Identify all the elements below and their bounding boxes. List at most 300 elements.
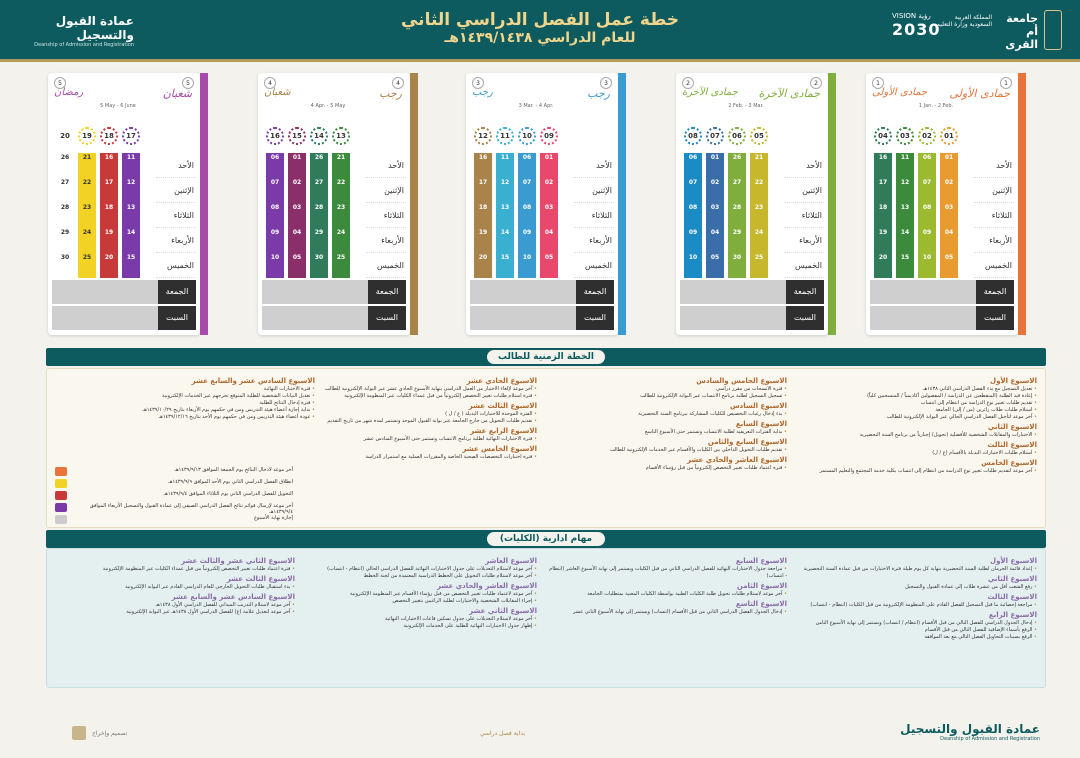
weekday-label: الخميس <box>156 253 196 278</box>
legend-note: بداية فصل دراسي <box>480 730 526 737</box>
timeline-item: • تقديم طلبات التحويل من خارج الجامعة عبر بوابة القبول الموحد وتستمر لمدة شهر من تاريخ التقديم <box>297 418 537 425</box>
week-heading: الاسبوع الثالث عشر <box>226 575 295 583</box>
week-heading: الاسبوع الخامس <box>981 459 1037 467</box>
weekend-row <box>870 280 976 304</box>
admin-tasks-panel <box>46 548 1046 688</box>
day-cell: 27 <box>310 178 328 203</box>
timeline-column <box>75 375 315 421</box>
timeline-column <box>797 375 1037 475</box>
timeline-item: • فترة الاختبارات النهائية لطلبة برنامج الانتساب وتستمر حتى الأسبوع السادس عشر <box>297 436 537 443</box>
day-cell: 02 <box>288 178 306 203</box>
weekend-row <box>470 280 576 304</box>
day-cell: 10 <box>684 253 702 278</box>
timeline-column <box>797 555 1037 641</box>
day-cell: 30 <box>728 253 746 278</box>
weekday-label: الأحد <box>156 153 196 178</box>
day-cell: 03 <box>940 203 958 228</box>
week-heading: الاسبوع الخامس والسادس <box>696 377 787 385</box>
ministry-label: المملكة العربية السعودية وزارة التعليم <box>936 14 992 28</box>
week-heading: الاسبوع الثالث عشر <box>468 402 537 410</box>
weekday-label: الإثنين <box>574 178 614 203</box>
week-heading: الاسبوع الثاني <box>987 575 1037 583</box>
weekday-label: الأربعاء <box>156 228 196 253</box>
month-stripe <box>828 73 836 335</box>
gregorian-range: 1 Jan. - 2 Feb. <box>918 103 954 109</box>
gregorian-range: 3 Mar. - 4 Apr. <box>518 103 554 109</box>
day-cell: 11 <box>496 153 514 178</box>
day-cell: 06 <box>918 153 936 178</box>
weekday-label: الأربعاء <box>974 228 1014 253</box>
day-cell: 30 <box>56 253 74 278</box>
day-cell: 29 <box>728 228 746 253</box>
weekend-label: السبت <box>368 306 406 330</box>
month-number-badge: 1 <box>1000 77 1012 89</box>
week-heading: الاسبوع العاشر والحادي عشر <box>687 456 787 464</box>
timeline-item: • بداية إجازة أعضاء هيئة التدريس ومن في حكمهم يوم الأربعاء بتاريخ ١٤٣٩/١٠/٢٩هـ <box>75 407 315 414</box>
week-number: 17 <box>122 127 140 145</box>
timeline-item: • إعداد قائمة الحرمان لطلبة السنة التحضيرية بنهاية كل يوم طيلة فترة الاختبارات من قبل عمادة السنة التحضيرية <box>797 566 1037 573</box>
week-number: 11 <box>496 127 514 145</box>
day-cell: 23 <box>78 203 96 228</box>
day-cell: 10 <box>266 253 284 278</box>
weekday-label: الإثنين <box>156 178 196 203</box>
weekend-label: السبت <box>158 306 196 330</box>
legend-text: انطلاق الفصل الدراسي الثاني يوم الأحد الموافق ١٤٣٩/٩/٩هـ <box>168 479 293 485</box>
day-cell: 13 <box>122 203 140 228</box>
week-number: 18 <box>100 127 118 145</box>
month-stripe <box>1018 73 1026 335</box>
day-cell: 16 <box>100 153 118 178</box>
day-cell: 03 <box>288 203 306 228</box>
timeline-item: • إعادة قيد الطلبة (المنقطعين عن الدراسة / المفصولين أكاديمياً / المنسحبين كلياً) <box>797 393 1037 400</box>
day-cell: 06 <box>266 153 284 178</box>
week-heading: الاسبوع الثاني <box>987 423 1037 431</box>
timeline-item: • الرفع بسببات التحاويل الفصل التالي مع بعد الموافقة <box>797 634 1037 641</box>
weekend-row <box>262 280 368 304</box>
day-cell: 12 <box>122 178 140 203</box>
day-cell: 22 <box>332 178 350 203</box>
day-cell: 29 <box>56 228 74 253</box>
week-number: 15 <box>288 127 306 145</box>
weekday-label: الخميس <box>574 253 614 278</box>
month-number-badge: 5 <box>54 77 66 89</box>
day-cell: 19 <box>874 228 892 253</box>
calendar-card <box>866 73 1018 335</box>
week-number: 14 <box>310 127 328 145</box>
day-cell: 09 <box>266 228 284 253</box>
week-number: 19 <box>78 127 96 145</box>
week-heading: الاسبوع الأول <box>990 557 1037 565</box>
day-cell: 01 <box>706 153 724 178</box>
month-number-badge: 4 <box>264 77 276 89</box>
timeline-item: • تعديل البيانات الشخصية للطلبة المتوقع تخرجهم عبر الخدمات الإلكترونية <box>75 393 315 400</box>
week-heading: الاسبوع التاسع <box>735 600 787 608</box>
timeline-item: • بدء إدخال رغبات التخصيص للكليات المشاركة ببرنامج السنة التحضيرية <box>547 411 787 418</box>
calendar-card <box>676 73 828 335</box>
week-heading: الاسبوع السابع <box>735 557 787 565</box>
day-cell: 17 <box>100 178 118 203</box>
gregorian-range: 2 Feb. - 3 Mar. <box>728 103 764 109</box>
designer-logo-icon <box>72 726 86 740</box>
month-number-badge: 2 <box>682 77 694 89</box>
day-cell: 13 <box>896 203 914 228</box>
weekend-label: السبت <box>786 306 824 330</box>
day-cell: 28 <box>310 203 328 228</box>
day-cell: 26 <box>728 153 746 178</box>
timeline-column <box>297 555 537 630</box>
day-cell: 21 <box>332 153 350 178</box>
timeline-item: • آخر موعد لتأجيل الفصل الدراسي الحالي عبر البوابة الإلكترونية للطالب <box>797 414 1037 421</box>
week-number: 03 <box>896 127 914 145</box>
day-cell: 08 <box>684 203 702 228</box>
day-cell: 27 <box>56 178 74 203</box>
timeline-column <box>547 555 787 616</box>
day-cell: 05 <box>540 253 558 278</box>
day-cell: 09 <box>684 228 702 253</box>
day-cell: 06 <box>518 153 536 178</box>
day-cell: 11 <box>896 153 914 178</box>
timeline-item: • تعديل التسجيل مع بدء الفصل الدراسي الثاني ١٤٣٨هـ <box>797 386 1037 393</box>
week-number: 06 <box>728 127 746 145</box>
week-number: 07 <box>706 127 724 145</box>
timeline-item: • بداية الفترات التعريفية لطلبة الانتساب وتستمر حتى الأسبوع التاسع <box>547 429 787 436</box>
day-cell: 25 <box>78 253 96 278</box>
weekend-label: الجمعة <box>158 280 196 304</box>
timeline-item: • فترة الانسحاب من مقرر دراسي <box>547 386 787 393</box>
day-cell: 05 <box>940 253 958 278</box>
month-number-badge: 5 <box>182 77 194 89</box>
day-cell: 04 <box>706 228 724 253</box>
day-cell: 19 <box>100 228 118 253</box>
weekend-label: الجمعة <box>976 280 1014 304</box>
vision-2030-logo: VISION رؤية 2030 <box>892 12 941 39</box>
weekday-label: الثلاثاء <box>574 203 614 228</box>
week-numbers <box>52 127 162 141</box>
gregorian-range: 4 Apr. - 5 May <box>310 103 346 109</box>
designer-credit: تصميم وإخراج <box>92 730 128 737</box>
month-name-right: جمادى الأولى <box>949 87 1010 100</box>
week-heading: الاسبوع الثاني عشر <box>469 607 537 615</box>
month-number-badge: 2 <box>810 77 822 89</box>
day-cell: 17 <box>874 178 892 203</box>
week-heading: الاسبوع الرابع <box>988 611 1037 619</box>
month-number-badge: 1 <box>872 77 884 89</box>
timeline-item: • مراجعة جدول الاختبارات النهائية للفصل الدراسي الثاني من قبل الكليات ويستمر إلى نهاية الأسبوع العاشر (انتظام - انتساب) <box>547 566 787 580</box>
day-cell: 28 <box>728 203 746 228</box>
week-heading: الاسبوع السادس <box>730 402 787 410</box>
day-cell: 25 <box>750 253 768 278</box>
timeline-column <box>547 375 787 472</box>
weekend-row <box>262 306 368 330</box>
timeline-item: • آخر موعد لتقديم طلبات تغيير نوع الدراسة من انتظام إلى انتساب بكلية خدمة المجتمع والتعليم المستمر <box>797 468 1037 475</box>
weekday-label: الأحد <box>784 153 824 178</box>
day-cell: 13 <box>496 203 514 228</box>
month-name-right: رجب <box>379 87 402 100</box>
day-cell: 01 <box>288 153 306 178</box>
week-heading: الاسبوع الحادي عشر <box>466 377 537 385</box>
week-heading: الاسبوع الأول <box>990 377 1037 385</box>
day-cell: 16 <box>474 153 492 178</box>
weekend-label: السبت <box>576 306 614 330</box>
month-stripe <box>410 73 418 335</box>
weekend-label: الجمعة <box>786 280 824 304</box>
month-name-right: جمادى الآخرة <box>758 87 820 100</box>
week-heading: الاسبوع الثالث <box>987 593 1037 601</box>
day-cell: 18 <box>100 203 118 228</box>
day-cell: 23 <box>332 203 350 228</box>
week-heading: الاسبوع العاشر والحادي عشر <box>437 582 537 590</box>
timeline-item: • فترة استلام طلبات تغيير التخصص إلكترونياً من قبل عمداء الكليات عبر المنظومة الإلكترونية <box>297 393 537 400</box>
timeline-column <box>297 375 537 461</box>
deanship-logo-top: عمادة القبول والتسجيل Deanship of Admission and Registration <box>34 14 134 48</box>
day-cell: 20 <box>100 253 118 278</box>
day-cell: 22 <box>750 178 768 203</box>
weekend-row <box>870 306 976 330</box>
timeline-item: • إظهار جدول الاختبارات النهائية للطلبة على الخدمات الإلكترونية <box>297 623 537 630</box>
week-number: 13 <box>332 127 350 145</box>
weekday-label: الإثنين <box>366 178 406 203</box>
day-cell: 14 <box>122 228 140 253</box>
weekend-row <box>470 306 576 330</box>
day-cell: 27 <box>728 178 746 203</box>
timeline-item: • عودة أعضاء هيئة التدريس ومن في حكمهم يوم الأحد بتاريخ ١٤٣٩/١٢/١٦هـ <box>75 414 315 421</box>
day-cell: 15 <box>896 253 914 278</box>
month-name-left: رجب <box>472 87 493 98</box>
day-cell: 24 <box>332 228 350 253</box>
timeline-item: • الاختبارات والمقابلات الشخصية للأفضلية (تحويل) إجبارياً من برنامج السنة التحضيرية <box>797 432 1037 439</box>
calendar-card <box>466 73 618 335</box>
timeline-item: • رفع الشعب أقل من عشرة طلاب إلى عمادة القبول والتسجيل <box>797 584 1037 591</box>
day-cell: 04 <box>288 228 306 253</box>
day-cell: 01 <box>940 153 958 178</box>
week-heading: الاسبوع السادس عشر والسابع عشر <box>171 593 295 601</box>
timeline-item: • آخر موعد لتعديل علامة (غ) للفصل الدراسي الأول ١٤٣٨هـ عبر البوابة الإلكترونية <box>55 609 295 616</box>
weekday-label: الثلاثاء <box>974 203 1014 228</box>
deanship-logo-bottom: عمادة القبول والتسجيل Deanship of Admission and Registration <box>900 722 1040 742</box>
week-heading: الاسبوع السابع والثامن <box>707 438 787 446</box>
day-cell: 18 <box>874 203 892 228</box>
month-number-badge: 3 <box>472 77 484 89</box>
calendar-card <box>258 73 410 335</box>
timeline-item: • فترة الاختبارات النهائية <box>75 386 315 393</box>
weekday-label: الثلاثاء <box>784 203 824 228</box>
day-cell: 24 <box>78 228 96 253</box>
week-heading: الاسبوع الثالث <box>987 441 1037 449</box>
university-name: جامعة أم القرى <box>1005 12 1038 51</box>
day-cell: 18 <box>474 203 492 228</box>
gregorian-range: 5 May - 6 June <box>100 103 136 109</box>
timeline-item: • إدخال الجدول الدراسي للفصل التالي من قبل الأقسام (انتظام / انتساب) ويستمر إلى نهاية الأسبوع الثامن <box>797 620 1037 627</box>
timeline-item: • آخر موعد لاستلام التدريب الميداني للفصل الدراسي الأول ١٤٣٨هـ <box>55 602 295 609</box>
weekend-row <box>52 280 158 304</box>
weekday-label: الإثنين <box>784 178 824 203</box>
day-cell: 29 <box>310 228 328 253</box>
day-cell: 02 <box>940 178 958 203</box>
day-cell: 01 <box>540 153 558 178</box>
legend-swatch <box>55 503 67 512</box>
weekday-label: الخميس <box>784 253 824 278</box>
day-cell: 08 <box>918 203 936 228</box>
day-cell: 26 <box>56 153 74 178</box>
weekday-label: الأحد <box>574 153 614 178</box>
week-numbers <box>870 127 980 141</box>
weekday-label: الأحد <box>366 153 406 178</box>
week-heading: الاسبوع السابع <box>735 420 787 428</box>
month-name-left: شعبان <box>264 87 291 98</box>
week-number: 04 <box>874 127 892 145</box>
day-cell: 24 <box>750 228 768 253</box>
timeline-item: • آخر موعد لاعتماد طلبات تغيير التخصص من قبل رؤساء الأقسام عبر المنظومة الإلكترونية <box>297 591 537 598</box>
weekday-label: الإثنين <box>974 178 1014 203</box>
week-number: 10 <box>518 127 536 145</box>
month-name-left: جمادى الآخرة <box>682 87 738 98</box>
day-cell: 10 <box>918 253 936 278</box>
legend-swatch <box>55 515 67 524</box>
week-heading: الاسبوع الثامن <box>736 582 787 590</box>
month-name-right: شعبان <box>162 87 192 100</box>
day-cell: 15 <box>496 253 514 278</box>
day-cell: 12 <box>496 178 514 203</box>
day-cell: 12 <box>896 178 914 203</box>
day-cell: 10 <box>518 253 536 278</box>
day-cell: 08 <box>518 203 536 228</box>
day-cell: 04 <box>540 228 558 253</box>
day-cell: 25 <box>332 253 350 278</box>
timeline-item: • الرفع بأسماء الإضافية للفصل التالي من قبل الأقسام <box>797 627 1037 634</box>
day-cell: 05 <box>706 253 724 278</box>
day-cell: 16 <box>874 153 892 178</box>
week-numbers <box>262 127 372 141</box>
timeline-item: • استلام طلبات طلاب زائرين (من / إلى) الجامعة <box>797 407 1037 414</box>
day-cell: 26 <box>310 153 328 178</box>
day-cell: 14 <box>496 228 514 253</box>
day-cell: 23 <box>750 203 768 228</box>
calendar-card <box>48 73 200 335</box>
weekend-label: الجمعة <box>576 280 614 304</box>
day-cell: 15 <box>122 253 140 278</box>
timeline-item: • فترة اعتماد طلبات تغيير التخصص إلكترونياً من قبل رؤساء الأقسام <box>547 465 787 472</box>
header-banner <box>0 0 1080 62</box>
month-name-left: جمادى الأولى <box>872 87 928 98</box>
timeline-item: • تقديم طلبات التحويل الداخلي بين الكليات والأقسام عبر الخدمات الإلكترونية للطالب <box>547 447 787 454</box>
timeline-item: • فترة اعتماد طلبات تغيير التخصص إلكترونياً من قبل عمداء الكليات عبر المنظومة الإلكترونية <box>55 566 295 573</box>
month-number-badge: 4 <box>392 77 404 89</box>
month-stripe <box>618 73 626 335</box>
weekend-row <box>52 306 158 330</box>
day-cell: 30 <box>310 253 328 278</box>
week-number: 01 <box>940 127 958 145</box>
weekend-label: الجمعة <box>368 280 406 304</box>
week-number: 16 <box>266 127 284 145</box>
timeline-item: • فترة إدخال النتائج للطلبة <box>75 400 315 407</box>
day-cell: 03 <box>540 203 558 228</box>
timeline-item: • آخر موعد لاستلام طلبات تحويل طلبة الكليات الطبية بواسطة الكليات المعنية بمتطلبات الجامعة <box>547 591 787 598</box>
day-cell: 17 <box>474 178 492 203</box>
timeline-item: • إجراء المقابلات الشخصية والاختبارات لطلبة الراغبين بتغيير التخصص <box>297 598 537 605</box>
week-heading: الاسبوع السادس عشر والسابع عشر <box>191 377 315 385</box>
week-heading: الاسبوع الخامس عشر <box>462 445 537 453</box>
month-stripe <box>200 73 208 335</box>
timeline-item: • إدخال الجدول الفصل الدراسي الثاني من قبل الأقسام (انتساب) ويستمر إلى نهاية الأسبوع الثاني عشر <box>547 609 787 616</box>
legend-swatch <box>55 491 67 500</box>
month-name-right: رجب <box>587 87 610 100</box>
timeline-item: • فترة اختبارات التخصصات الصحية الخاصة والمقررات العملية مع استمرار الدراسة <box>297 454 537 461</box>
week-numbers <box>470 127 580 141</box>
timeline-item: • آخر موعد لإلغاء الاختبار من العمل الدراسي بنهاية الأسبوع الحادي عشر عبر البوابة الإلكترونية للطالب <box>297 386 537 393</box>
timeline-item: • بدء استقبال طلبات التحويل الخارجي للعام الدراسي القادم عبر البوابة الإلكترونية <box>55 584 295 591</box>
day-cell: 09 <box>518 228 536 253</box>
week-number: 09 <box>540 127 558 145</box>
weekday-label: الخميس <box>366 253 406 278</box>
day-cell: 20 <box>874 253 892 278</box>
weekday-label: الثلاثاء <box>366 203 406 228</box>
week-number: 12 <box>474 127 492 145</box>
weekend-row <box>680 306 786 330</box>
week-heading: الاسبوع العاشر <box>485 557 537 565</box>
day-cell: 19 <box>474 228 492 253</box>
weekday-label: الثلاثاء <box>156 203 196 228</box>
weekday-label: الأحد <box>974 153 1014 178</box>
timeline-item: • تسجيل التسجيل لطلبة برنامج الانتساب عبر البوابة الإلكترونية للطالب <box>547 393 787 400</box>
student-timeline-bar: الخطة الزمنية للطالب <box>46 348 1046 366</box>
legend-swatch <box>55 479 67 488</box>
day-cell: 06 <box>684 153 702 178</box>
day-cell: 07 <box>684 178 702 203</box>
timeline-item: • الفترة الموحدة للاختبارات البديلة ( غ / ل ) <box>297 411 537 418</box>
legend-text: التحويل للفصل الدراسي الثاني يوم الثلاثاء الموافق ١٤٣٩/٩/٤هـ <box>163 491 293 497</box>
plan-title: خطة عمل الفصل الدراسي الثاني للعام الدراسي ١٤٣٩/١٤٣٨هـ <box>400 10 680 46</box>
legend-text: آخر موعد لادخال النتائج يوم الجمعة الموافق ١٤٣٩/٩/١٣هـ <box>174 467 293 473</box>
week-heading: الاسبوع الثاني عشر والثالث عشر <box>181 557 295 565</box>
timeline-item: • آخر موعد لاستلام التعديلات على جدول الاختبارات النهائية للفصل الدراسي الحالي (انتظام - انتساب) <box>297 566 537 573</box>
week-number: 02 <box>918 127 936 145</box>
legend-swatch <box>55 467 67 476</box>
timeline-column <box>55 555 295 616</box>
week-numbers <box>680 127 790 141</box>
legend-text: إجازة نهاية الأسبوع <box>253 515 293 521</box>
day-cell: 20 <box>474 253 492 278</box>
day-cell: 28 <box>56 203 74 228</box>
week-number: 08 <box>684 127 702 145</box>
admin-tasks-bar: مهام ادارية (الكليات) <box>46 530 1046 548</box>
day-cell: 07 <box>266 178 284 203</box>
week-number: 05 <box>750 127 768 145</box>
weekend-row <box>680 280 786 304</box>
day-cell: 22 <box>78 178 96 203</box>
weekday-label: الأربعاء <box>366 228 406 253</box>
day-cell: 21 <box>78 153 96 178</box>
timeline-item: • استلام طلبات الاختبارات البديلة بالأقسام (غ / ل) <box>797 450 1037 457</box>
day-cell: 02 <box>706 178 724 203</box>
month-name-left: رمضان <box>54 87 84 98</box>
timeline-item: • آخر موعد لاستلام التعديلات على جدول تسكين قاعات الاختبارات النهائية <box>297 616 537 623</box>
weekday-label: الأربعاء <box>784 228 824 253</box>
day-cell: 07 <box>518 178 536 203</box>
day-cell: 03 <box>706 203 724 228</box>
legend-text: آخر موعد لإرسال قوائم نتائج الفصل الدراسي الصيفي إلى عمادة القبول والتسجيل الأربعاء الموافق ١٤٣٩/٩/٤هـ <box>89 503 293 515</box>
day-cell: 07 <box>918 178 936 203</box>
day-cell: 09 <box>918 228 936 253</box>
day-cell: 21 <box>750 153 768 178</box>
weekday-label: الأربعاء <box>574 228 614 253</box>
university-emblem-icon <box>1044 10 1062 50</box>
month-number-badge: 3 <box>600 77 612 89</box>
week-number: 20 <box>56 127 74 145</box>
student-timeline-panel <box>46 368 1046 528</box>
weekday-label: الخميس <box>974 253 1014 278</box>
weekend-label: السبت <box>976 306 1014 330</box>
day-cell: 05 <box>288 253 306 278</box>
